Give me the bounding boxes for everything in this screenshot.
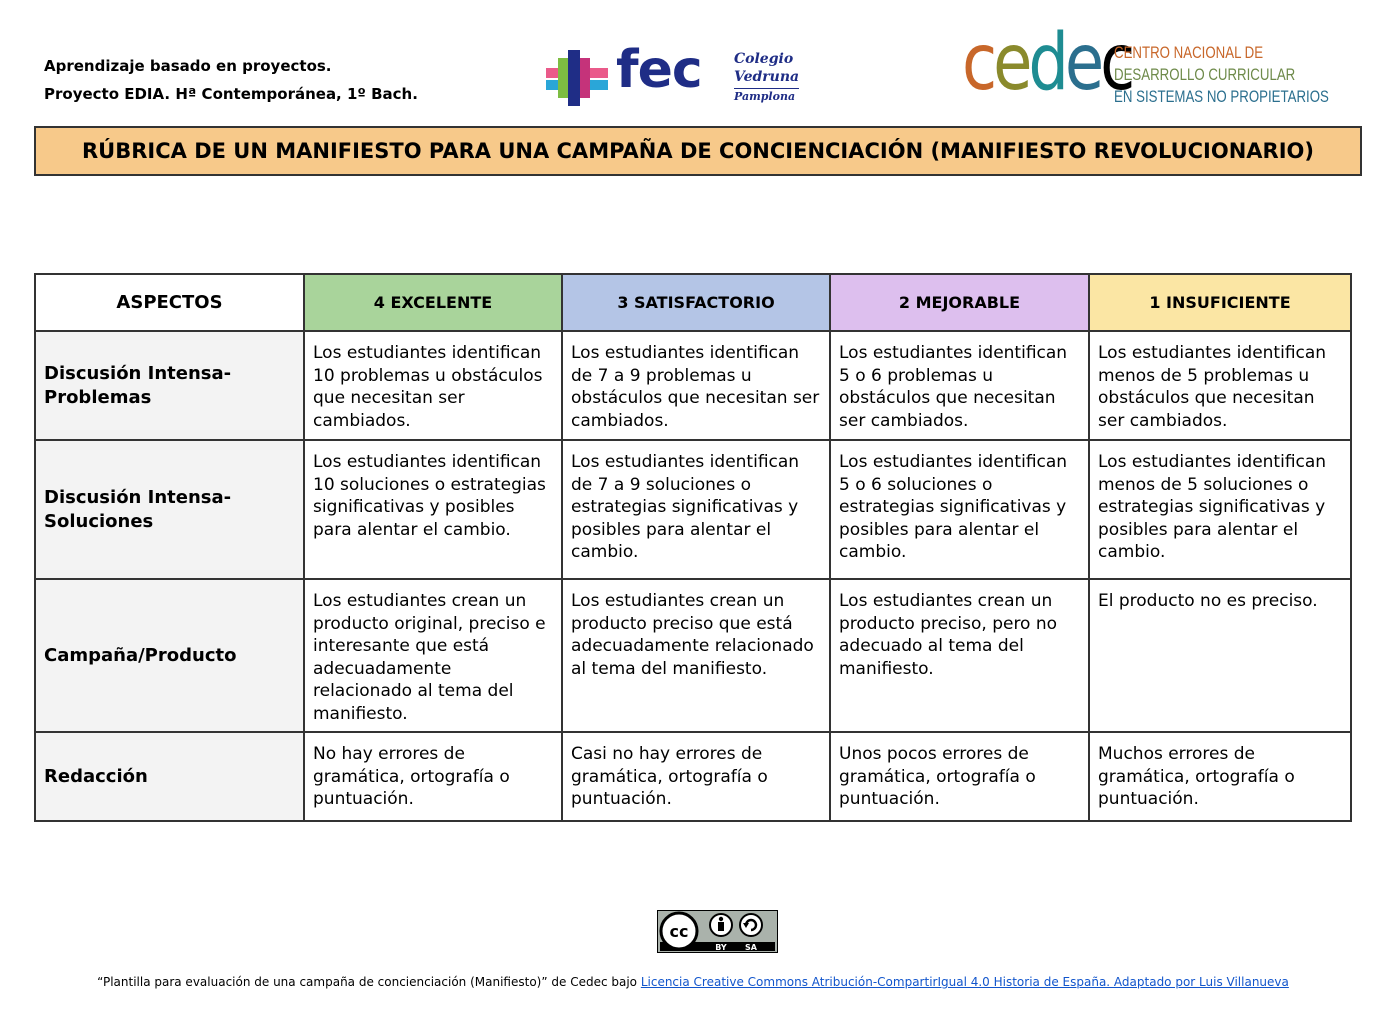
criteria-cell: Muchos errores de gramática, ortografía o puntuación.	[1089, 732, 1351, 821]
criteria-cell: Los estudiantes identifican 10 soluciones o estrategias significativas y posibles para alentar el cambio.	[304, 440, 562, 579]
rubric-title: RÚBRICA DE UN MANIFIESTO PARA UNA CAMPAÑA DE CONCIENCIACIÓN (MANIFIESTO REVOLUCIONARIO)	[34, 126, 1362, 176]
criteria-cell: Los estudiantes crean un producto original, preciso e interesante que está adecuadamente relacionado al tema del manifiesto.	[304, 579, 562, 732]
criteria-cell: Los estudiantes identifican de 7 a 9 soluciones o estrategias significativas y posibles para alentar el cambio.	[562, 440, 830, 579]
vedruna-city: Pamplona	[734, 90, 796, 103]
rubric-table	[34, 273, 1352, 822]
criteria-cell: El producto no es preciso.	[1089, 579, 1351, 732]
criteria-cell: Los estudiantes identifican 5 o 6 soluciones o estrategias significativas y posibles para alentar el cambio.	[830, 440, 1089, 579]
footer-license-link[interactable]: Licencia Creative Commons Atribución-CompartirIgual 4.0 Historia de España. Adaptado por Luis Villanueva	[640, 975, 1289, 989]
vedruna-name: Vedruna	[734, 68, 799, 89]
cc-badge-cc-text: cc	[669, 922, 689, 941]
cc-badge-sa-text: SA	[745, 943, 757, 952]
table-row	[35, 331, 1351, 440]
header-insuficiente: 1 INSUFICIENTE	[1089, 274, 1351, 331]
cedec-sub-line-1: CENTRO NACIONAL DE	[1114, 43, 1264, 62]
table-row	[35, 579, 1351, 732]
header-mejorable: 2 MEJORABLE	[830, 274, 1089, 331]
criteria-cell: Los estudiantes crean un producto preciso que está adecuadamente relacionado al tema del manifiesto.	[562, 579, 830, 732]
vedruna-colegio: Colegio	[734, 51, 794, 67]
cedec-subtitle	[1114, 42, 1329, 108]
criteria-cell: Casi no hay errores de gramática, ortografía o puntuación.	[562, 732, 830, 821]
criteria-cell: Los estudiantes crean un producto preciso, pero no adecuado al tema del manifiesto.	[830, 579, 1089, 732]
cedec-sub-line-3: EN SISTEMAS NO PROPIETARIOS	[1114, 87, 1329, 106]
fec-logo	[546, 40, 806, 112]
aspect-cell: Campaña/Producto	[35, 579, 304, 732]
cc-badge-by-text: BY	[715, 943, 727, 952]
vedruna-wordmark	[734, 50, 799, 105]
cedec-letter: c	[1100, 18, 1132, 108]
aspect-cell: Redacción	[35, 732, 304, 821]
footer-text: “Plantilla para evaluación de una campaña de concienciación (Manifiesto)” de Cedec bajo	[97, 975, 641, 989]
criteria-cell: Los estudiantes identifican menos de 5 problemas u obstáculos que necesitan ser cambiados.	[1089, 331, 1351, 440]
criteria-cell: Unos pocos errores de gramática, ortografía o puntuación.	[830, 732, 1089, 821]
table-row	[35, 732, 1351, 821]
header-line-2: Proyecto EDIA. Hª Contemporánea, 1º Bach.	[44, 85, 418, 103]
criteria-cell: Los estudiantes identifican menos de 5 soluciones o estrategias significativas y posibles para alentar el cambio.	[1089, 440, 1351, 579]
cedec-letter: e	[1064, 18, 1101, 108]
footer-attribution	[0, 975, 1386, 989]
aspect-cell: Discusión Intensa-Soluciones	[35, 440, 304, 579]
cedec-letter: c	[962, 18, 994, 108]
cedec-sub-line-2: DESARROLLO CURRICULAR	[1114, 65, 1296, 84]
cedec-letter: d	[1028, 18, 1065, 108]
aspect-cell: Discusión Intensa-Problemas	[35, 331, 304, 440]
document-header	[44, 52, 418, 108]
fec-cross-icon	[546, 50, 608, 106]
cedec-wordmark	[962, 18, 1131, 108]
header-line-1: Aprendizaje basado en proyectos.	[44, 57, 332, 75]
header-aspectos: ASPECTOS	[35, 274, 304, 331]
cc-by-sa-license-icon[interactable]	[657, 910, 778, 953]
table-row	[35, 440, 1351, 579]
header-excelente: 4 EXCELENTE	[304, 274, 562, 331]
criteria-cell: Los estudiantes identifican de 7 a 9 problemas u obstáculos que necesitan ser cambiados.	[562, 331, 830, 440]
criteria-cell: Los estudiantes identifican 5 o 6 problemas u obstáculos que necesitan ser cambiados.	[830, 331, 1089, 440]
fec-wordmark: fec	[616, 40, 702, 100]
rubric-header-row	[35, 274, 1351, 331]
cedec-logo	[962, 18, 1329, 112]
header-satisfactorio: 3 SATISFACTORIO	[562, 274, 830, 331]
criteria-cell: No hay errores de gramática, ortografía o puntuación.	[304, 732, 562, 821]
criteria-cell: Los estudiantes identifican 10 problemas u obstáculos que necesitan ser cambiados.	[304, 331, 562, 440]
cedec-letter: e	[993, 18, 1029, 108]
